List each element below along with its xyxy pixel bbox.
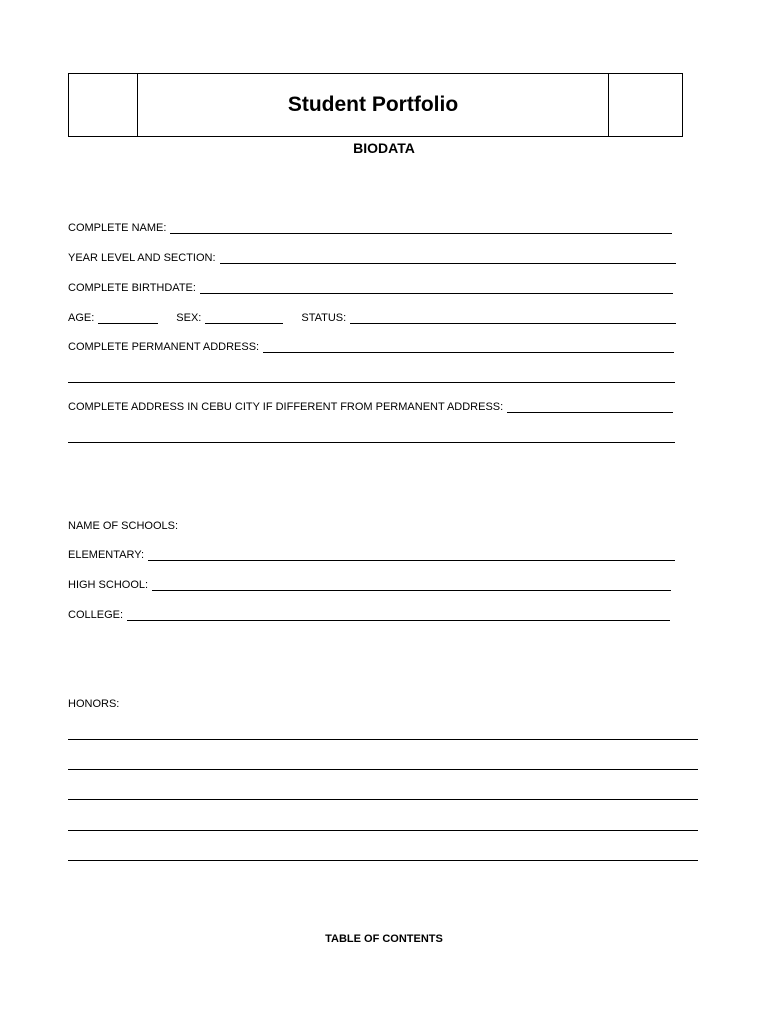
header-left-cell — [69, 74, 138, 136]
permanent-address-label: COMPLETE PERMANENT ADDRESS: — [68, 341, 260, 353]
permanent-address-continuation-row — [68, 367, 675, 383]
honors-field-2[interactable] — [68, 758, 698, 770]
cebu-address-continuation-row — [68, 427, 675, 443]
year-level-row — [68, 248, 676, 264]
status-field[interactable] — [350, 312, 676, 324]
college-label: COLLEGE: — [68, 609, 124, 621]
birthdate-label: COMPLETE BIRTHDATE: — [68, 282, 196, 294]
honors-line-row-5 — [68, 845, 698, 861]
schools-heading-row — [68, 516, 368, 532]
honors-field-4[interactable] — [68, 819, 698, 831]
section-title-biodata: BIODATA — [353, 140, 415, 156]
header-box — [68, 73, 683, 137]
year-level-field[interactable] — [220, 252, 676, 264]
age-sex-status-row — [68, 308, 676, 324]
honors-line-row-2 — [68, 754, 698, 770]
complete-name-field[interactable] — [170, 222, 672, 234]
honors-line-row-3 — [68, 784, 698, 800]
status-label: STATUS: — [301, 312, 347, 324]
high-school-label: HIGH SCHOOL: — [68, 579, 149, 591]
college-field[interactable] — [127, 609, 670, 621]
complete-name-label: COMPLETE NAME: — [68, 222, 167, 234]
complete-name-row — [68, 218, 672, 234]
honors-field-1[interactable] — [68, 728, 698, 740]
table-of-contents-heading: TABLE OF CONTENTS — [325, 933, 443, 945]
high-school-row — [68, 575, 671, 591]
cebu-address-label: COMPLETE ADDRESS IN CEBU CITY IF DIFFERENT FROM PERMANENT ADDRESS: — [68, 401, 504, 413]
college-row — [68, 605, 670, 621]
elementary-field[interactable] — [148, 549, 675, 561]
sex-field[interactable] — [205, 312, 283, 324]
honors-heading: HONORS: — [68, 698, 120, 710]
elementary-row — [68, 545, 675, 561]
honors-line-row-1 — [68, 724, 698, 740]
age-label: AGE: — [68, 312, 95, 324]
permanent-address-row — [68, 337, 674, 353]
birthdate-row — [68, 278, 673, 294]
cebu-address-field-2[interactable] — [68, 431, 675, 443]
permanent-address-field[interactable] — [263, 341, 674, 353]
elementary-label: ELEMENTARY: — [68, 549, 145, 561]
permanent-address-field-2[interactable] — [68, 371, 675, 383]
honors-field-5[interactable] — [68, 849, 698, 861]
honors-line-row-4 — [68, 815, 698, 831]
high-school-field[interactable] — [152, 579, 671, 591]
age-field[interactable] — [98, 312, 158, 324]
honors-heading-row — [68, 694, 368, 710]
cebu-address-field[interactable] — [507, 401, 673, 413]
cebu-address-row — [68, 397, 673, 413]
page-title: Student Portfolio — [287, 93, 459, 116]
sex-label: SEX: — [176, 312, 202, 324]
birthdate-field[interactable] — [200, 282, 673, 294]
schools-heading: NAME OF SCHOOLS: — [68, 520, 179, 532]
honors-field-3[interactable] — [68, 788, 698, 800]
year-level-label: YEAR LEVEL AND SECTION: — [68, 252, 216, 264]
header-right-cell — [608, 74, 682, 136]
